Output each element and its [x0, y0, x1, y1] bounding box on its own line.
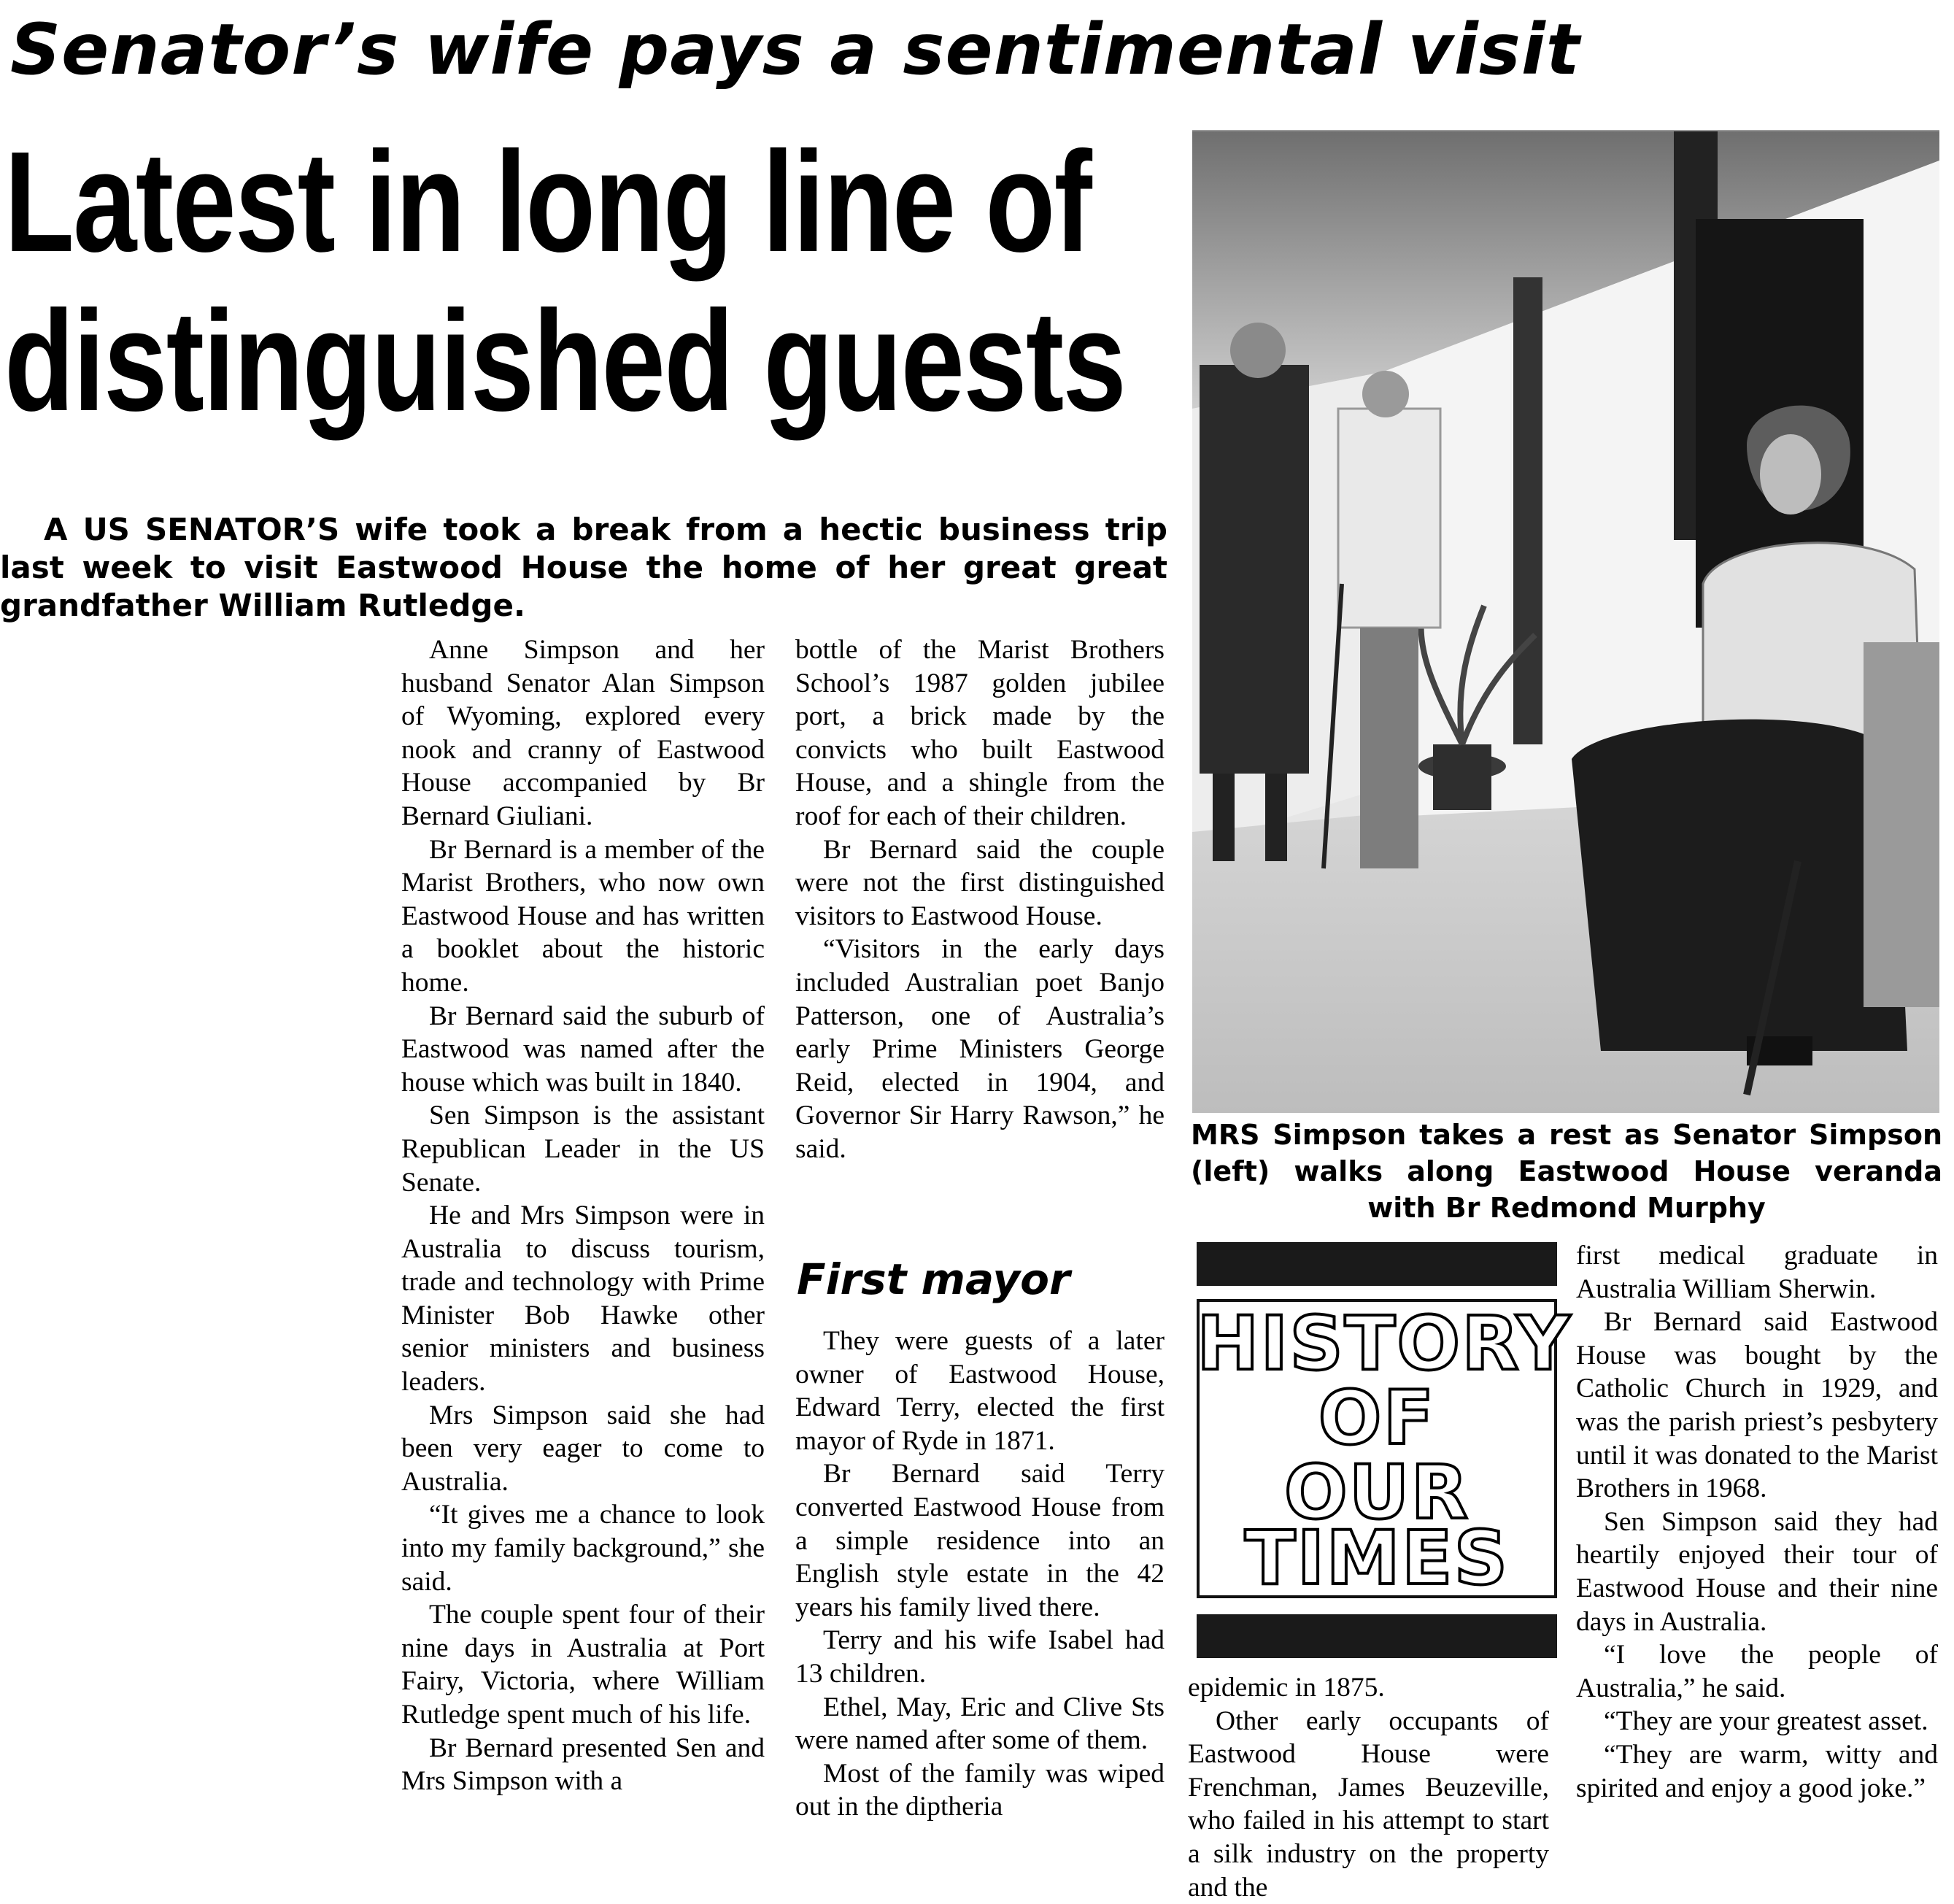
logo-word: OF [1318, 1375, 1436, 1462]
article-column-3 [1188, 1671, 1549, 1904]
logo-word: OUR [1283, 1449, 1470, 1536]
paragraph: Terry and his wife Isabel had 13 children. [795, 1625, 1165, 1689]
lead-text: A US SENATOR’S wife took a break from a hectic business trip last week to visit Eastwood House the home of her great great grandfather William Rutledge. [0, 512, 1167, 623]
paragraph: Ethel, May, Eric and Clive Sts were named after some of them. [795, 1692, 1165, 1756]
paragraph: They were guests of a later owner of Eastwood House, Edward Terry, elected the first mayor of Ryde in 1871. [795, 1326, 1165, 1456]
headline-line-1: Latest in long line of [4, 122, 1092, 282]
article-column-1 [401, 633, 765, 1798]
history-of-our-times-logo [1197, 1242, 1572, 1658]
main-headline [4, 123, 1172, 441]
paragraph: Br Bernard said Eastwood House was bought by the Catholic Church in 1929, and was the parish priest’s pesbytery until it was donated to the Marist Brothers in 1968. [1576, 1307, 1938, 1504]
logo-bottom-bar [1197, 1614, 1557, 1658]
kicker-headline: Senator’s wife pays a sentimental visit [10, 9, 1580, 90]
paragraph: “Visitors in the early days included Australian poet Banjo Patterson, one of Australia’s early Prime Ministers George Reid, elected in 1904, and Governor Sir Harry Rawson,” he said. [795, 934, 1165, 1164]
lead-paragraph [0, 511, 1167, 625]
article-column-4 [1576, 1239, 1938, 1805]
paragraph: He and Mrs Simpson were in Australia to discuss tourism, trade and technology with Prime Minister Bob Hawke other senior ministers and business leaders. [401, 1200, 765, 1398]
paragraph: “They are your greatest asset. [1604, 1706, 1928, 1737]
paragraph: Mrs Simpson said she had been very eager to come to Australia. [401, 1400, 765, 1497]
logo-top-bar [1197, 1242, 1557, 1286]
paragraph: Other early occupants of Eastwood House were Frenchman, James Beuzeville, who failed in his attempt to start a silk industry on the property and the [1188, 1705, 1549, 1903]
paragraph: Anne Simpson and her husband Senator Alan Simpson of Wyoming, explored every nook and cranny of Eastwood House accompanied by Br Bernard Giuliani. [401, 635, 765, 831]
paragraph: “I love the people of Australia,” he said. [1576, 1640, 1938, 1703]
logo-word: TIMES [1244, 1515, 1510, 1602]
logo-word: HISTORY [1197, 1300, 1572, 1387]
news-photo [1192, 130, 1939, 1113]
subheading: First mayor [797, 1254, 1070, 1304]
headline-line-2: distinguished guests [4, 281, 1126, 441]
paragraph: Most of the family was wiped out in the diptheria [795, 1758, 1165, 1822]
paragraph: Br Bernard said the couple were not the first distinguished visitors to Eastwood House. [795, 834, 1165, 931]
paragraph: “It gives me a chance to look into my family background,” she said. [401, 1500, 765, 1597]
paragraph: Br Bernard presented Sen and Mrs Simpson with a [401, 1733, 765, 1797]
paragraph: “They are warm, witty and spirited and enjoy a good joke.” [1576, 1739, 1938, 1803]
paragraph: Br Bernard said the suburb of Eastwood was named after the house which was built in 1840. [401, 1001, 765, 1098]
photo-caption: MRS Simpson takes a rest as Senator Simpson (left) walks along Eastwood House veranda with Br Redmond Murphy [1191, 1119, 1942, 1224]
article-column-2-continued [795, 1325, 1165, 1824]
article-column-2 [795, 633, 1165, 1166]
paragraph: first medical graduate in Australia William Sherwin. [1576, 1241, 1938, 1304]
paragraph: Br Bernard is a member of the Marist Brothers, who now own Eastwood House and has written a booklet about the historic home. [401, 834, 765, 998]
paragraph: The couple spent four of their nine days in Australia at Port Fairy, Victoria, where William Rutledge spent much of his life. [401, 1600, 765, 1730]
paragraph: Sen Simpson is the assistant Republican Leader in the US Senate. [401, 1101, 765, 1198]
paragraph: epidemic in 1875. [1188, 1673, 1385, 1703]
paragraph: Br Bernard said Terry converted Eastwood House from a simple residence into an English style estate in the 42 years his family lived there. [795, 1459, 1165, 1622]
paragraph: Sen Simpson said they had heartily enjoyed their tour of Eastwood House and their nine days in Australia. [1576, 1506, 1938, 1637]
paragraph: bottle of the Marist Brothers School’s 1987 golden jubilee port, a brick made by the convicts who built Eastwood House, and a shingle from the roof for each of their children. [795, 635, 1165, 831]
